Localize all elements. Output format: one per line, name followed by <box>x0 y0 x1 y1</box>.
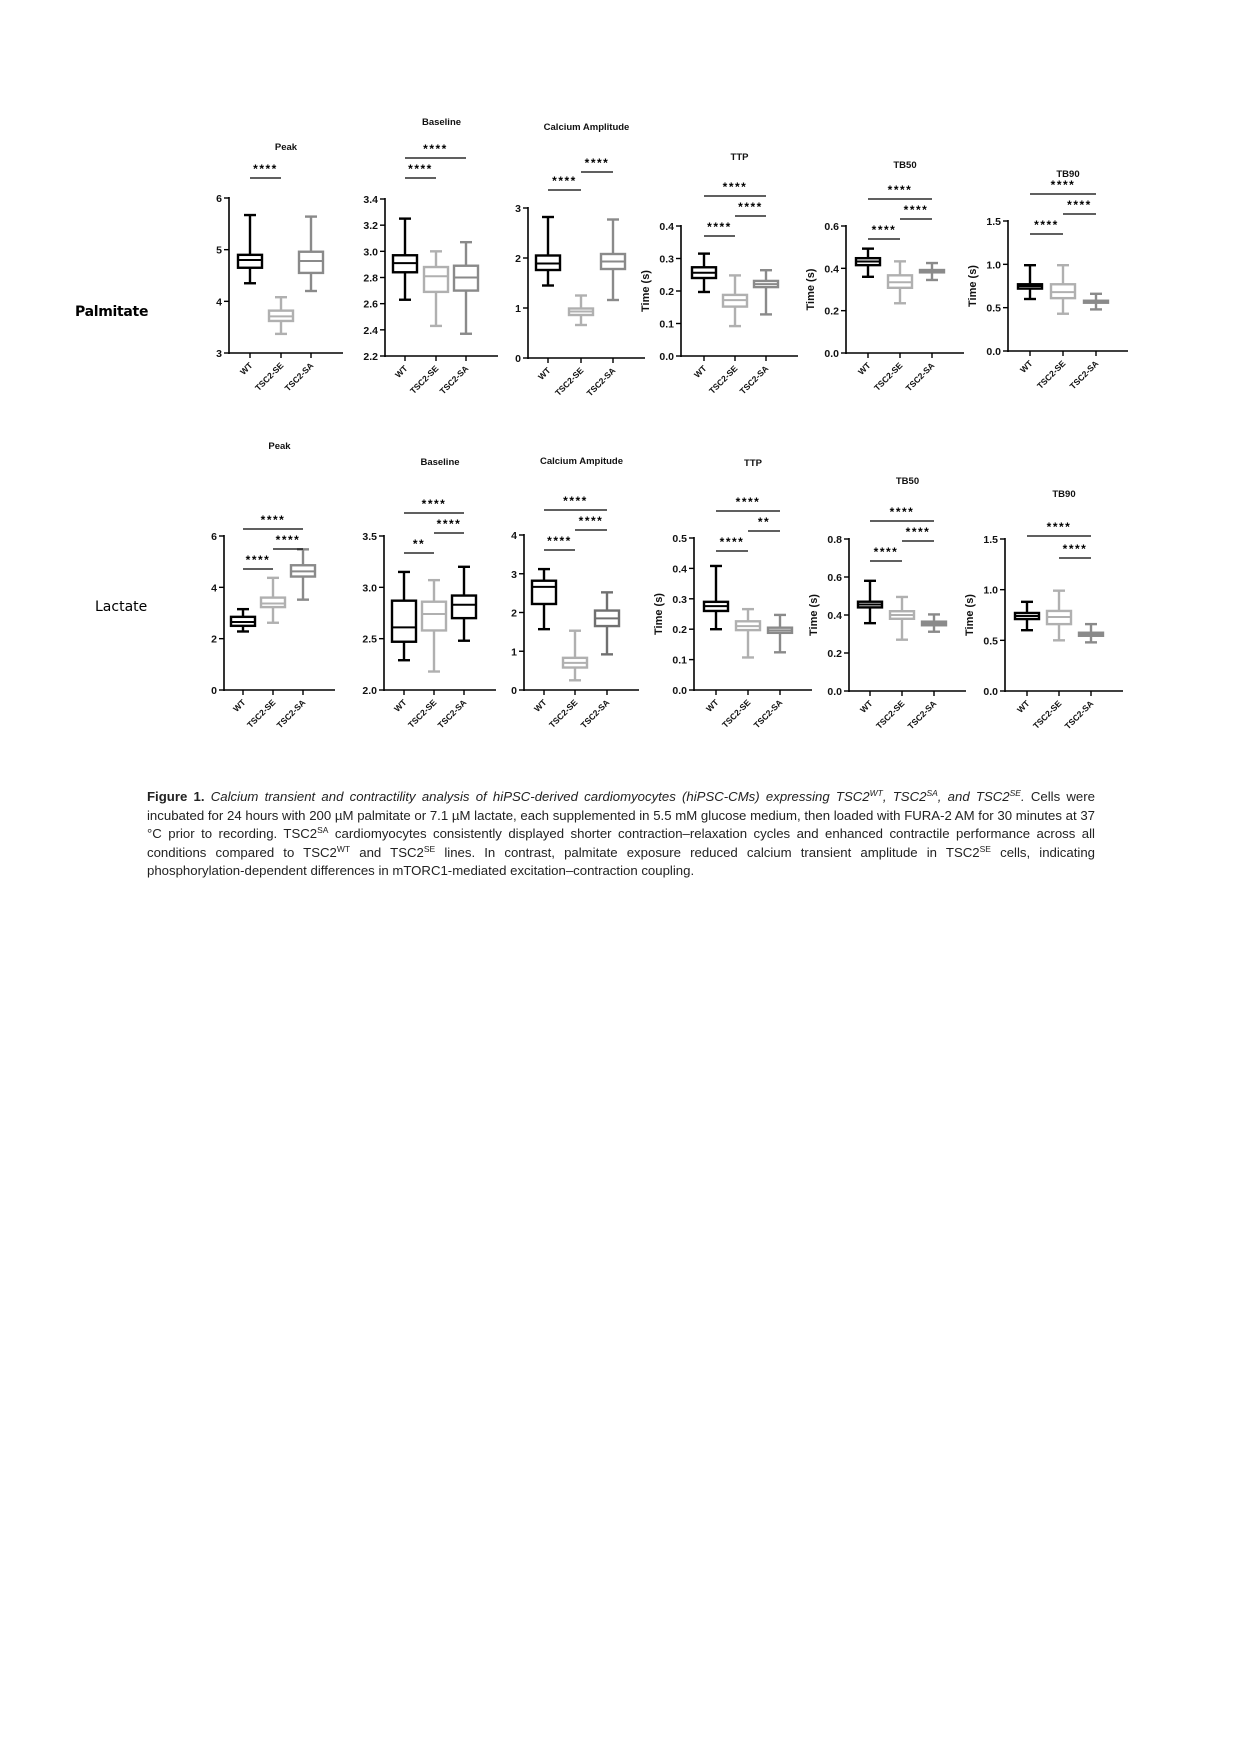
x-tick-label: TSC2-SE <box>706 363 740 396</box>
y-tick-label: 0.6 <box>824 221 839 233</box>
chart-title: Peak <box>268 441 291 452</box>
x-tick-label: TSC2-SE <box>719 697 753 730</box>
y-tick-label: 0.5 <box>986 302 1001 315</box>
significance-label: **** <box>903 203 929 217</box>
significance-label: **** <box>719 535 745 549</box>
y-tick-label: 6 <box>216 193 222 205</box>
y-tick-label: 0.8 <box>827 534 842 546</box>
y-tick-label: 0.5 <box>983 635 998 648</box>
chart-title: Baseline <box>421 117 462 128</box>
significance-label: **** <box>275 533 301 547</box>
significance-label: **** <box>871 223 897 237</box>
x-tick-label: TSC2-SE <box>1034 358 1068 391</box>
significance-label: **** <box>260 513 286 527</box>
significance-label: **** <box>1067 198 1092 212</box>
y-tick-label: 0.3 <box>672 593 687 606</box>
y-axis-label: Time (s) <box>805 268 817 311</box>
x-tick-label: WT <box>531 697 549 714</box>
x-tick-label: TSC2-SE <box>552 365 586 398</box>
x-tick-label: TSC2-SE <box>1030 698 1064 731</box>
significance-label: **** <box>738 200 763 214</box>
y-tick-label: 3.2 <box>363 220 378 233</box>
box-iqr <box>532 581 556 604</box>
y-tick-label: 0.2 <box>672 624 687 637</box>
significance-label: **** <box>873 545 899 559</box>
x-tick-label: WT <box>1014 698 1032 715</box>
y-tick-label: 3.4 <box>363 194 378 206</box>
significance-label: **** <box>735 495 761 509</box>
y-tick-label: 2 <box>511 607 517 620</box>
y-tick-label: 3.0 <box>362 582 377 595</box>
y-tick-label: 0.4 <box>824 263 839 276</box>
x-tick-label: TSC2-SA <box>905 698 939 732</box>
significance-label: **** <box>436 517 462 531</box>
y-tick-label: 0.3 <box>659 253 674 266</box>
y-tick-label: 0.0 <box>983 686 998 698</box>
y-tick-label: 2.4 <box>363 324 378 337</box>
significance-label: **** <box>905 525 931 539</box>
y-tick-label: 0.5 <box>672 533 687 545</box>
x-tick-label: TSC2-SA <box>437 363 471 397</box>
y-tick-label: 2.8 <box>363 272 378 285</box>
x-tick-label: TSC2-SA <box>578 697 612 731</box>
y-tick-label: 1.0 <box>983 584 998 597</box>
x-tick-label: TSC2-SA <box>751 697 785 731</box>
chart-title: TTP <box>744 458 762 469</box>
box-iqr <box>299 252 323 273</box>
y-tick-label: 0.6 <box>827 572 842 584</box>
y-tick-label: 3 <box>216 348 222 360</box>
significance-label: **** <box>423 142 448 156</box>
y-tick-label: 2.5 <box>362 633 377 646</box>
y-tick-label: 1 <box>511 646 517 659</box>
row-label-lactate: Lactate <box>95 599 148 615</box>
significance-label: **** <box>578 514 604 528</box>
y-tick-label: 5 <box>216 244 222 257</box>
y-tick-label: 0.1 <box>659 318 674 331</box>
x-tick-label: TSC2-SE <box>871 360 905 393</box>
significance-label: **** <box>707 220 732 234</box>
x-tick-label: WT <box>1017 358 1035 375</box>
x-tick-label: WT <box>230 697 248 714</box>
x-tick-label: WT <box>691 363 709 380</box>
significance-label: **** <box>887 183 913 197</box>
x-tick-label: TSC2-SE <box>244 697 278 730</box>
y-axis-label: Time (s) <box>640 270 652 312</box>
y-axis-label: Time (s) <box>653 593 665 635</box>
box-iqr <box>452 596 476 619</box>
significance-label: ** <box>412 537 426 551</box>
x-tick-label: WT <box>237 360 255 377</box>
x-tick-label: TSC2-SA <box>1067 358 1101 392</box>
figure-caption <box>147 788 1095 881</box>
y-tick-label: 1 <box>515 303 521 315</box>
chart-title: TB50 <box>895 476 920 487</box>
x-tick-label: WT <box>392 363 410 380</box>
y-tick-label: 0.2 <box>659 286 674 298</box>
y-tick-label: 1.5 <box>983 534 998 546</box>
y-tick-label: 2.2 <box>363 351 378 363</box>
x-tick-label: TSC2-SA <box>1062 698 1096 732</box>
significance-label: **** <box>245 553 271 567</box>
y-tick-label: 2 <box>515 253 521 265</box>
significance-label: ** <box>757 515 771 529</box>
y-tick-label: 6 <box>211 531 217 543</box>
y-tick-label: 3.0 <box>363 246 378 259</box>
x-tick-label: WT <box>855 360 873 377</box>
x-tick-label: TSC2-SE <box>252 360 286 393</box>
chart-title: TB50 <box>893 160 917 171</box>
y-tick-label: 0.2 <box>827 648 842 660</box>
y-tick-label: 2 <box>211 633 217 646</box>
significance-label: **** <box>1046 520 1072 534</box>
significance-label: **** <box>1050 178 1076 192</box>
caption-title: Calcium transient and contractility analysis of hiPSC-derived cardiomyocytes (hiPSC-CMs) expressing $TSC2^{WT}$, $TSC2^{SA}$, and $TSC2^{SE}$. <box>210 788 1025 804</box>
y-axis-label: Time (s) <box>964 594 976 636</box>
x-tick-label: TSC2-SA <box>903 360 937 394</box>
figure-label: Figure 1. <box>147 789 205 804</box>
chart-title: TB90 <box>1052 489 1076 500</box>
chart-title: Peak <box>274 142 298 153</box>
y-tick-label: 0.2 <box>824 305 839 318</box>
y-tick-label: 4 <box>211 582 217 595</box>
y-tick-label: 3.5 <box>362 531 377 543</box>
significance-label: **** <box>1034 218 1059 232</box>
y-tick-label: 1.0 <box>986 259 1001 272</box>
y-tick-label: 3 <box>515 203 521 215</box>
significance-label: **** <box>889 505 915 519</box>
significance-label: **** <box>253 162 278 176</box>
chart-title: Calcium Ampitude <box>539 456 624 467</box>
row-label-palmitate: Palmitate <box>75 304 149 320</box>
box-iqr <box>238 255 262 268</box>
box-iqr <box>424 267 448 292</box>
y-tick-label: 0.0 <box>672 685 687 697</box>
box-iqr <box>422 602 446 631</box>
box-iqr <box>261 598 285 607</box>
y-tick-label: 3 <box>511 568 517 581</box>
caption-body: Cells were incubated for 24 hours with 200 µM palmitate or 7.1 µM lactate, each supplemented in 5.5 mM glucose medium, then loaded with FURA-2 AM for 30 minutes at 37 °C prior to recording. $TSC2^{SA}$ cardiomyocytes consistently displayed shorter contraction–relaxation cycles and enhanced contractile performance across all conditions compared to $TSC2^{WT}$ and $TSC2^{SE}$ lines. In contrast, palmitate exposure reduced calcium transient amplitude in $TSC2^{SE}$ cells, indicating phosphorylation-dependent differences in mTORC1-mediated excitation–contraction coupling. <box>147 789 1095 879</box>
significance-label: **** <box>421 497 447 511</box>
y-tick-label: 0.0 <box>824 348 839 360</box>
chart-title: Calcium Amplitude <box>543 122 630 133</box>
chart-title: TTP <box>730 152 749 163</box>
x-tick-label: TSC2-SA <box>274 697 308 731</box>
significance-label: **** <box>722 180 748 194</box>
y-tick-label: 0 <box>515 353 521 365</box>
significance-label: **** <box>547 534 572 548</box>
y-tick-label: 0 <box>211 685 217 697</box>
y-tick-label: 4 <box>511 530 517 542</box>
significance-label: **** <box>552 174 577 188</box>
x-tick-label: WT <box>703 697 721 714</box>
y-tick-label: 0.0 <box>659 351 674 363</box>
x-tick-label: WT <box>857 698 875 715</box>
y-tick-label: 0.4 <box>827 610 842 622</box>
box-plots <box>0 0 1240 760</box>
x-tick-label: TSC2-SA <box>435 697 469 731</box>
y-tick-label: 2.0 <box>362 685 377 697</box>
x-tick-label: TSC2-SA <box>282 360 316 394</box>
y-tick-label: 2.6 <box>363 298 378 311</box>
x-tick-label: TSC2-SE <box>546 697 580 730</box>
y-axis-label: Time (s) <box>967 265 979 307</box>
x-tick-label: TSC2-SE <box>873 698 907 731</box>
y-tick-label: 4 <box>216 296 222 309</box>
y-tick-label: 0 <box>511 685 517 697</box>
x-tick-label: TSC2-SA <box>737 363 771 397</box>
chart-title: Baseline <box>420 457 460 468</box>
y-axis-label: Time (s) <box>808 594 820 636</box>
x-tick-label: TSC2-SE <box>405 697 439 730</box>
significance-label: **** <box>584 156 610 170</box>
chart-title: TB90 <box>1056 169 1080 180</box>
significance-label: **** <box>408 162 433 176</box>
y-tick-label: 0.1 <box>672 654 687 667</box>
y-tick-label: 0.0 <box>827 686 842 698</box>
y-tick-label: 1.5 <box>986 216 1001 228</box>
x-tick-label: TSC2-SE <box>407 363 441 396</box>
significance-label: **** <box>563 494 588 508</box>
box-iqr <box>392 601 416 642</box>
significance-label: **** <box>1062 542 1088 556</box>
x-tick-label: TSC2-SA <box>584 365 618 399</box>
figure <box>0 0 1240 760</box>
x-tick-label: WT <box>391 697 409 714</box>
y-tick-label: 0.0 <box>986 346 1001 358</box>
x-tick-label: WT <box>535 365 553 382</box>
y-tick-label: 0.4 <box>659 221 674 233</box>
y-tick-label: 0.4 <box>672 563 687 576</box>
